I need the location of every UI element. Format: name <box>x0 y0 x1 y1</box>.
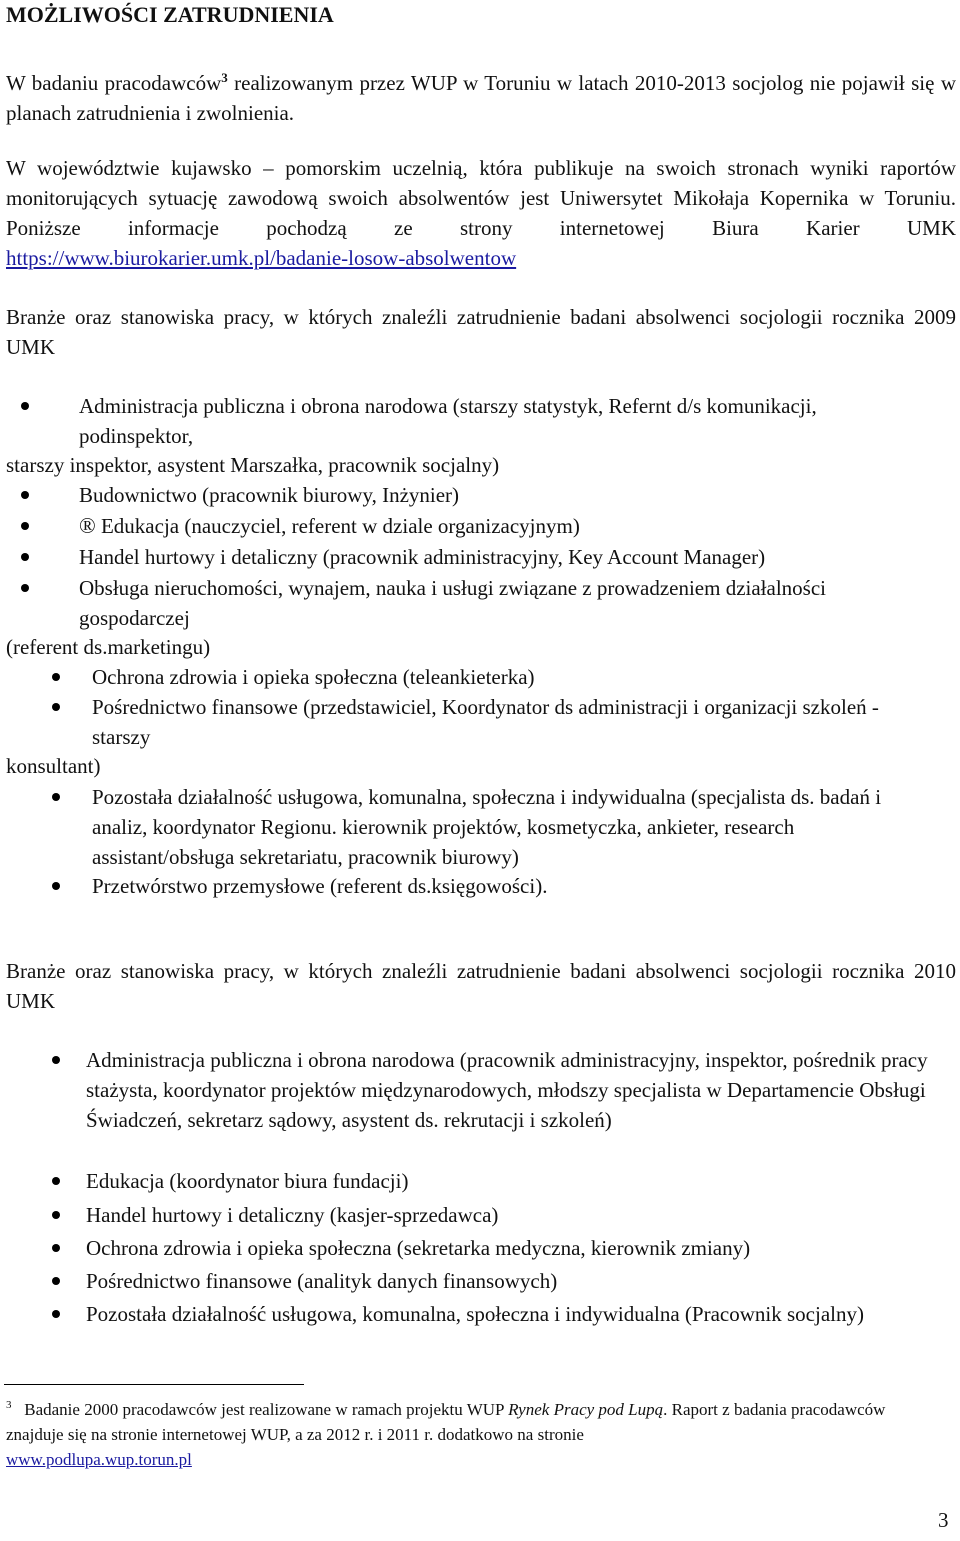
footnote-project-name: Rynek Pracy pod Lupą <box>508 1400 664 1419</box>
footnote-separator <box>4 1384 304 1385</box>
bullet-icon <box>21 584 29 592</box>
intro-paragraph <box>6 68 956 128</box>
list-item-2010-2: Edukacja (koordynator biura fundacji) <box>86 1169 409 1193</box>
list-item-2009-5: Obsługa nieruchomości, wynajem, nauka i usługi związane z prowadzeniem działalności gospodarczej <box>79 576 826 630</box>
list-item-2009-3 <box>79 511 580 541</box>
intro-text-cont: realizowanym przez WUP w Toruniu w latach 2010-2013 socjolog nie pojawił się w planach zatrudnienia i zwolnienia. <box>6 71 956 125</box>
podlupa-link[interactable]: www.podlupa.wup.torun.pl <box>6 1450 192 1469</box>
list-item-2009-6: Ochrona zdrowia i opieka społeczna (teleankieterka) <box>92 665 535 689</box>
footnote <box>6 1397 936 1472</box>
bullet-icon <box>21 522 29 530</box>
page-number: 3 <box>938 1508 949 1532</box>
bullet-icon <box>52 673 60 681</box>
list-item-2009-7: Pośrednictwo finansowe (przedstawiciel, Koordynator ds administracji i organizacji szkoleń - starszy <box>92 695 879 749</box>
list-item-2009-5-cont: (referent ds.marketingu) <box>6 635 211 659</box>
bullet-icon <box>52 882 60 890</box>
list-item-2010-5: Pośrednictwo finansowe (analityk danych finansowych) <box>86 1269 558 1293</box>
bullet-icon <box>21 491 29 499</box>
list-item-2010-1: Administracja publiczna i obrona narodowa (pracownik administracyjny, inspektor, pośrednik pracy stażysta, koordynator projektów międzynarodowych, młodszy specjalista w Departamencie Obsługi Świadczeń, sekretarz sądowy, asystent ds. rekrutacji i szkoleń) <box>86 1048 928 1132</box>
bullet-icon <box>52 1056 60 1064</box>
list-item-2009-3-text: Edukacja (nauczyciel, referent w dziale organizacyjnym) <box>100 514 580 538</box>
section-2010-heading: Branże oraz stanowiska pracy, w których znaleźli zatrudnienie badani absolwenci socjologii rocznika 2010 UMK <box>6 959 956 1013</box>
list-item-2010-4: Ochrona zdrowia i opieka społeczna (sekretarka medyczna, kierownik zmiany) <box>86 1236 751 1260</box>
bullet-icon <box>52 1277 60 1285</box>
intro-text: W badaniu pracodawców <box>6 71 222 95</box>
list-item-2009-2: Budownictwo (pracownik biurowy, Inżynier) <box>79 483 460 507</box>
bullet-icon <box>52 1310 60 1318</box>
list-item-2009-9: Przetwórstwo przemysłowe (referent ds.księgowości). <box>92 874 548 898</box>
list-item-2010-6: Pozostała działalność usługowa, komunalna, społeczna i indywidualna (Pracownik socjalny) <box>86 1302 864 1326</box>
biuro-karier-link[interactable]: https://www.biurokarier.umk.pl/badanie-losow-absolwentow <box>6 246 517 270</box>
umk-text: W województwie kujawsko – pomorskim uczelnią, która publikuje na swoich stronach wyniki raportów monitorujących sytuację zawodową swoich absolwentów jest Uniwersytet Mikołaja Kopernika w Toruniu. Poniższe informacje pochodzą ze strony internetowej Biura Karier UMK <box>6 156 956 240</box>
page-title: MOŻLIWOŚCI ZATRUDNIENIA <box>6 2 334 27</box>
list-item-2009-1-cont: starszy inspektor, asystent Marszałka, pracownik socjalny) <box>6 453 500 477</box>
bullet-icon <box>21 553 29 561</box>
footnote-text-cont: . Raport z badania pracodawców znajduje się na stronie internetowej WUP, a za 2012 r. i 2011 r. dodatkowo na stronie <box>6 1400 886 1444</box>
bullet-icon <box>52 1177 60 1185</box>
bullet-icon <box>52 1211 60 1219</box>
bullet-icon <box>52 1244 60 1252</box>
bullet-icon <box>21 402 29 410</box>
footnote-ref[interactable]: 3 <box>221 70 228 85</box>
footnote-text: Badanie 2000 pracodawców jest realizowane w ramach projektu WUP <box>24 1400 509 1419</box>
registered-icon: ® <box>79 513 96 538</box>
bullet-icon <box>52 703 60 711</box>
list-item-2009-4: Handel hurtowy i detaliczny (pracownik administracyjny, Key Account Manager) <box>79 545 766 569</box>
footnote-number: 3 <box>6 1399 12 1411</box>
section-2009-heading: Branże oraz stanowiska pracy, w których znaleźli zatrudnienie badani absolwenci socjologii rocznika 2009 UMK <box>6 305 956 359</box>
list-item-2009-8: Pozostała działalność usługowa, komunalna, społeczna i indywidualna (specjalista ds. badań i analiz, koordynator Regionu. kierownik projektów, kosmetyczka, ankieter, research assistant/obsługa sekretariatu, pracownik biurowy) <box>92 785 882 869</box>
bullet-icon <box>52 793 60 801</box>
list-item-2010-3: Handel hurtowy i detaliczny (kasjer-sprzedawca) <box>86 1203 499 1227</box>
list-item-2009-7-cont: konsultant) <box>6 754 101 778</box>
umk-paragraph <box>6 153 956 273</box>
list-item-2009-1: Administracja publiczna i obrona narodowa (starszy statystyk, Refernt d/s komunikacji, podinspektor, <box>79 394 817 448</box>
